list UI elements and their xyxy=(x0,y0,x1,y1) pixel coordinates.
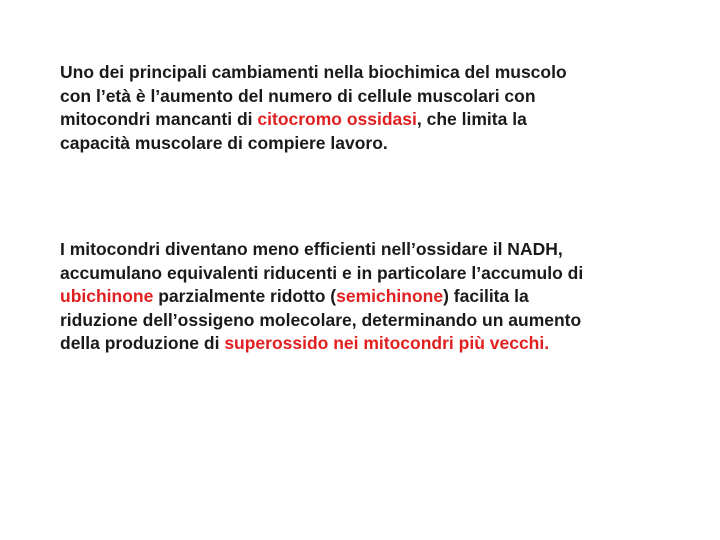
text-line: capacità muscolare di compiere lavoro. xyxy=(60,132,388,153)
highlight-semichinone: semichinone xyxy=(336,286,444,306)
text-line: accumulano equivalenti riducenti e in particolare l’accumulo di xyxy=(60,262,584,283)
text-line xyxy=(60,108,700,132)
text-line: Uno dei principali cambiamenti nella biochimica del muscolo xyxy=(60,62,567,82)
text-segment: parzialmente ridotto ( xyxy=(153,286,337,306)
text-line: I mitocondri diventano meno efficienti nell’ossidare il NADH, xyxy=(60,239,563,259)
text-line: riduzione dell’ossigeno molecolare, determinando un aumento xyxy=(60,309,582,330)
text-segment: , che limita la xyxy=(416,109,527,129)
highlight-citocromo-ossidasi: citocromo ossidasi xyxy=(257,109,417,129)
text-line xyxy=(60,332,700,356)
highlight-superossido: superossido nei mitocondri più vecchi. xyxy=(224,333,550,353)
text-segment: ) facilita la xyxy=(443,286,529,306)
text-line xyxy=(60,285,700,309)
paragraph-aging-muscle xyxy=(60,61,700,155)
text-segment: della produzione di xyxy=(60,333,225,353)
text-segment: mitocondri mancanti di xyxy=(60,109,258,129)
highlight-ubichinone: ubichinone xyxy=(60,286,154,306)
paragraph-mitochondria-efficiency xyxy=(60,238,700,356)
text-line: con l’età è l’aumento del numero di cellule muscolari con xyxy=(60,85,536,106)
